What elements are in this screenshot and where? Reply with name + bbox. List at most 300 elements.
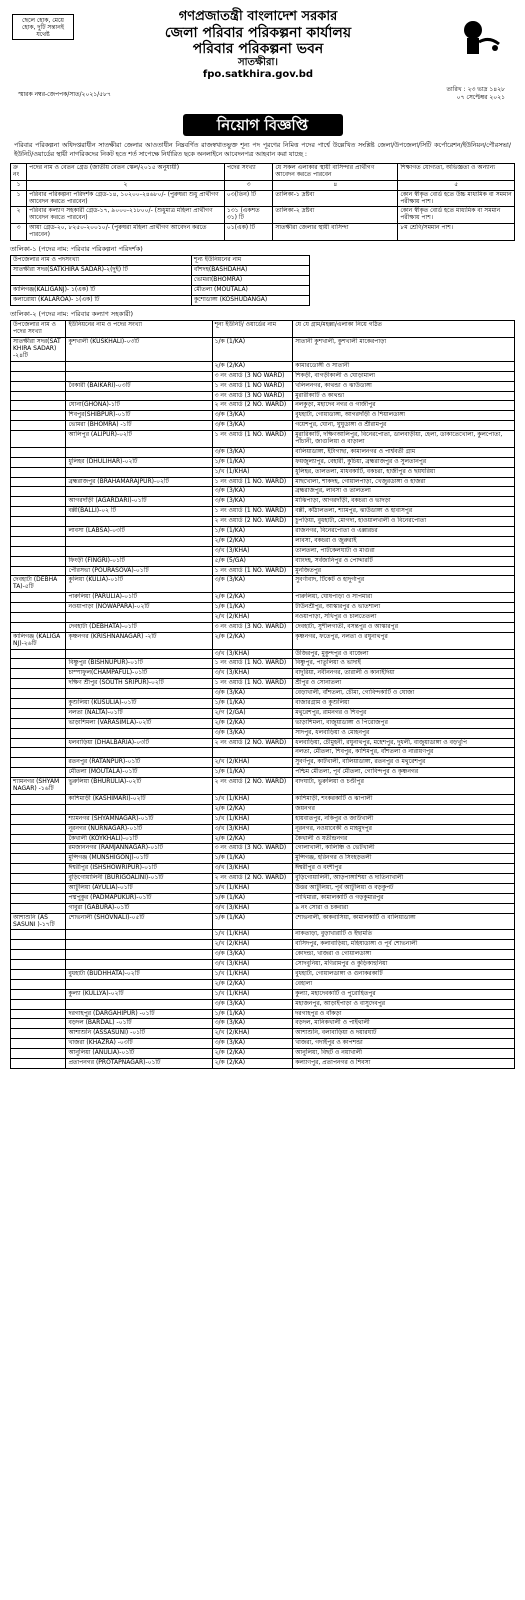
union-cell: ঘোনা(GHONA)-১টি bbox=[66, 401, 212, 411]
column-number: ২ bbox=[27, 180, 225, 190]
unit-cell: ৩/ক (3/KA) bbox=[212, 487, 293, 497]
villages-cell: আনুলিয়া, বিছট ও নয়াখালী bbox=[293, 1049, 515, 1059]
union-cell: কুশখালী (KUSKHALI)-০৩টি bbox=[66, 338, 212, 362]
column-header: শূন্য ইউনিয়নের নাম bbox=[191, 256, 309, 266]
upazila-cell bbox=[11, 566, 66, 576]
villages-cell: কৃষ্ণনগর, ফতেপুর, নলতা ও রঘুনাথপুর bbox=[293, 632, 515, 649]
table-row bbox=[11, 1019, 515, 1029]
union-cell: মুন্সিগঞ্জ (MUNSHIGONJ)-০১টি bbox=[66, 854, 212, 864]
upazila-cell bbox=[11, 804, 66, 814]
union-cell: কুলিয়া (KULIA)-০১টি bbox=[66, 576, 212, 593]
union-cell: ব্রহ্মরাজপুর (BRAHAMARAJPUR)-০২টি bbox=[66, 477, 212, 487]
table-row bbox=[11, 447, 515, 457]
villages-cell: বাদুরিয়া, নবীননগর, তারালী ও কানাইদিয়া bbox=[293, 669, 515, 679]
villages-cell: মথুরেশপুর, রামনগর ও শিবপুর bbox=[293, 708, 515, 718]
list1-table bbox=[10, 255, 310, 305]
table-row bbox=[11, 391, 515, 401]
union-cell: নওয়াপাড়া (NOWAPARA)-০২টি bbox=[66, 603, 212, 613]
villages-cell: মহাজনপুর, আড়াইপাড়া ও বাসুদেবপুর bbox=[293, 999, 515, 1009]
upazila-cell bbox=[11, 758, 66, 768]
unit-cell: ১/খ (1/KHA) bbox=[212, 969, 293, 979]
villages-cell: উজিরপুর, মুকুন্দপুর ও বাজেলা bbox=[293, 649, 515, 659]
column-header: যে যে গ্রাম/মহল্লা/এলাকা নিয়ে গঠিত bbox=[293, 321, 515, 338]
union-cell: কৃষ্ণনগর (KRISHNANAGAR) -২টি bbox=[66, 632, 212, 649]
union-cell: খাজরা (KHAZRA) -০৩টি bbox=[66, 1039, 212, 1049]
table-row bbox=[11, 566, 515, 576]
column-header: শূন্য ইউনিট/ ওয়ার্ডের নাম bbox=[212, 321, 293, 338]
table-row bbox=[11, 718, 515, 728]
upazila-cell bbox=[11, 834, 66, 844]
upazila-cell bbox=[11, 371, 66, 381]
table-row bbox=[11, 824, 515, 834]
union-cell bbox=[66, 960, 212, 970]
upazila-cell bbox=[11, 447, 66, 457]
table-row bbox=[11, 738, 515, 748]
upazila-cell bbox=[11, 864, 66, 874]
union-cell bbox=[66, 979, 212, 989]
table-row bbox=[11, 613, 515, 623]
villages-cell: তালতলা, পাটকেলঘাটা ও মাগুরা bbox=[293, 546, 515, 556]
upazila-cell bbox=[11, 517, 66, 527]
villages-cell: ভাড়াশিমলা, বাজুয়াডাঙ্গা ও পিরোজপুর bbox=[293, 718, 515, 728]
upazila-cell bbox=[11, 854, 66, 864]
villages-cell: নূরনগর, নওয়াবেকী ও মাহমুদপুর bbox=[293, 824, 515, 834]
unit-cell: ২/ক (2/KA) bbox=[212, 1058, 293, 1068]
unit-cell: ২/ক (2/KA) bbox=[212, 593, 293, 603]
upazila-cell bbox=[11, 728, 66, 738]
table-row bbox=[11, 603, 515, 613]
union-cell: আনুলিয়া (ANULIA)-০১টি bbox=[66, 1049, 212, 1059]
unit-cell: ২/গ (2/GA) bbox=[212, 708, 293, 718]
table-row bbox=[11, 421, 515, 431]
villages-cell: শ্রীপুর ও সোনাতলা bbox=[293, 679, 515, 689]
table-row bbox=[11, 748, 515, 758]
column-number: ৩ bbox=[224, 180, 272, 190]
upazila-cell bbox=[11, 401, 66, 411]
union-cell: বল্লী(BALLI)-০২ টি bbox=[66, 507, 212, 517]
union-cell: রমজাননগর (RAMJANNAGAR)-০১টি bbox=[66, 844, 212, 854]
union-cell: ফিংড়ী (FINGRI)-০১টি bbox=[66, 556, 212, 566]
upazila-cell bbox=[11, 593, 66, 603]
letterhead bbox=[8, 6, 517, 114]
table-row bbox=[11, 893, 515, 903]
union-cell: বিষ্ণুপুর (BISHNUPUR)-০১টি bbox=[66, 659, 212, 669]
union-cell bbox=[66, 930, 212, 940]
villages-cell: সোদবুনিয়া, মণিরামপুর ও কুড়িকাহুনিয়া bbox=[293, 960, 515, 970]
upazila-cell bbox=[11, 979, 66, 989]
unit-cell: ২/খ (2/KHA) bbox=[212, 1029, 293, 1039]
list1-header-row bbox=[11, 256, 310, 266]
unit-cell: ১/ক (1/KA) bbox=[212, 913, 293, 930]
unit-cell: ৩/খ (3/KHA) bbox=[212, 864, 293, 874]
eligible-area: তালিকা-১ দ্রষ্টব্য bbox=[273, 190, 398, 207]
intro-paragraph: পরিবার পরিকল্পনা অধিদপ্তরাধীন সাতক্ষীরা জেলার আওতাধীন নিম্নবর্ণিত রাজস্বখাতভুক্ত শূন্য পদ পূরণের নিমিত্ত পদের পার্শ্বে উল্লেখিত সংশ্লিষ্ট জেলা/উপজেলা/সিটি কর্পোরেশন/ইউনিয়ন/পৌরসভা/ইউনিট/ওয়ার্ডের স্থায়ী নাগরিকদের নিকট হতে শর্ত সাপেক্ষে নির্ধারিত ছকে অনলাইনে আবেদনপত্র আহবান করা যাচ্ছে : bbox=[14, 142, 511, 158]
upazila-cell bbox=[11, 969, 66, 979]
villages-cell: বুধহাটা, গোয়াডাঙ্গা, আগরদাঁড়ী ও শিয়ালডাঙ্গা bbox=[293, 411, 515, 421]
unit-cell: ২ নং ওয়ার্ড (2 NO. WARD) bbox=[212, 738, 293, 748]
unit-cell: ৩/ক (3/KA) bbox=[212, 689, 293, 699]
posts-header-row bbox=[11, 164, 515, 181]
serial-number: ২ bbox=[11, 207, 27, 224]
table-row bbox=[11, 632, 515, 649]
unit-cell: ২/ক (2/KA) bbox=[212, 632, 293, 649]
upazila-cell bbox=[11, 457, 66, 467]
date-gregorian: ০৭ সেপ্টেম্বর ২০২১ bbox=[456, 93, 505, 101]
unit-cell: ২/ক (2/KA) bbox=[212, 1049, 293, 1059]
upazila-cell bbox=[11, 536, 66, 546]
unit-cell: ২/খ (2/KHA) bbox=[212, 940, 293, 950]
unit-cell: ২/ক (2/KA) bbox=[212, 718, 293, 728]
qualification: ৮ম শ্রেণি/সমমান পাশ। bbox=[398, 224, 515, 241]
unit-cell: ৩ নং ওয়ার্ড (3 NO. WARD) bbox=[212, 622, 293, 632]
villages-cell: বাজারগ্রাম ও কুশুলিয়া bbox=[293, 699, 515, 709]
table-row bbox=[11, 768, 515, 778]
table-row bbox=[11, 622, 515, 632]
upazila-cell bbox=[11, 679, 66, 689]
upazila-cell bbox=[11, 361, 66, 371]
list2-header-row bbox=[11, 321, 515, 338]
unit-cell: ৩/খ (3/KHA) bbox=[212, 960, 293, 970]
table-row bbox=[11, 864, 515, 874]
upazila-cell bbox=[11, 507, 66, 517]
table-row bbox=[11, 286, 310, 296]
table-row bbox=[11, 467, 515, 477]
upazila-cell bbox=[11, 999, 66, 1009]
unit-cell: ১ নং ওয়ার্ড (1 NO. WARD) bbox=[212, 431, 293, 448]
union-cell: বাঁশদহ(BASHDAHA) bbox=[191, 266, 309, 276]
upazila-cell: শ্যামনগর (SHYAM NAGAR) -১৬টি bbox=[11, 778, 66, 795]
upazila-cell bbox=[11, 768, 66, 778]
table-row bbox=[11, 1049, 515, 1059]
union-cell bbox=[66, 517, 212, 527]
union-cell: ভাড়াশিমলা (VARASIMLA)-০২টি bbox=[66, 718, 212, 728]
table-row bbox=[11, 1029, 515, 1039]
union-cell: দরগাহপুর (DARGAHIPUR) -০১টি bbox=[66, 1009, 212, 1019]
unit-cell: ২/ক (2/KA) bbox=[212, 361, 293, 371]
union-cell bbox=[66, 361, 212, 371]
villages-cell: নাকতাড়া, বুড়াখারাটি ও ইছামতি bbox=[293, 930, 515, 940]
upazila-cell bbox=[11, 477, 66, 487]
union-cell: পৌরসভা (POURASOVA)-০১টি bbox=[66, 566, 212, 576]
table-row bbox=[11, 794, 515, 804]
union-cell: কাশিমাড়ী (KASHIMARI)-০২টি bbox=[66, 794, 212, 804]
table-row bbox=[11, 804, 515, 814]
unit-cell: ১/ক (1/KA) bbox=[212, 1009, 293, 1019]
union-cell bbox=[66, 999, 212, 1009]
villages-cell: মুনজিতপুর bbox=[293, 566, 515, 576]
table-row bbox=[11, 989, 515, 999]
villages-cell: হায়বাতপুর, নকিপুর ও জাউখালী bbox=[293, 814, 515, 824]
villages-cell: মুন্সিগঞ্জ, হরিনগর ও সিংহড়তলী bbox=[293, 854, 515, 864]
unit-cell: ৩/ক (3/KA) bbox=[212, 421, 293, 431]
union-cell: লাবসা (LABSA)-০৩টি bbox=[66, 527, 212, 537]
union-cell: কুশুলিয়া (KUSULIA)-০১টি bbox=[66, 699, 212, 709]
table-row bbox=[11, 266, 310, 276]
union-cell bbox=[66, 467, 212, 477]
qualification: কোন স্বীকৃত বোর্ড হতে উচ্চ মাধ্যমিক বা সমমান পরীক্ষায় পাশ। bbox=[398, 190, 515, 207]
union-cell bbox=[66, 950, 212, 960]
table-row bbox=[11, 999, 515, 1009]
list1-caption: তালিকা-১ (পদের নাম: পরিবার পরিকল্পনা পরিদর্শক) bbox=[10, 245, 143, 254]
villages-cell: উত্তর আটুলিয়া, পূর্ব আটুলিয়া ও বড়কুপট bbox=[293, 883, 515, 893]
upazila-cell bbox=[11, 738, 66, 748]
villages-cell: খাজরা, গদাইপুর ও কাপশন্ডা bbox=[293, 1039, 515, 1049]
unit-cell: ১/ক (1/KA) bbox=[212, 338, 293, 362]
unit-cell: ২/খ (2/KHA) bbox=[212, 758, 293, 768]
upazila-cell bbox=[11, 497, 66, 507]
unit-cell: ১ নং ওয়ার্ড (1 NO. WARD) bbox=[212, 566, 293, 576]
union-cell: চাম্পাফুল(CHAMPAFUL)-০১টি bbox=[66, 669, 212, 679]
villages-cell: নলতা, মৌতলা, শিবপুর, কাশিমপুর, বাঁশতলা ও নারায়ণপুর bbox=[293, 748, 515, 758]
table-row bbox=[11, 844, 515, 854]
slogan-box: ছেলে হোক, মেয়ে হোক, দুটি সন্তানই যথেষ্ট bbox=[12, 14, 74, 40]
villages-cell: বল্লী, কাঁঠালতলা, শ্যামপুর, ঝাউডাঙ্গা ও হাবাসপুর bbox=[293, 507, 515, 517]
villages-cell: কৈখালী ও যতীন্দ্রনগর bbox=[293, 834, 515, 844]
upazila-cell bbox=[11, 824, 66, 834]
qualification: কোন স্বীকৃত বোর্ড হতে মাধ্যমিক বা সমমান পরীক্ষায় পাশ। bbox=[398, 207, 515, 224]
union-cell: শ্যামনগর (SHYAMNAGAR)-০১টি bbox=[66, 814, 212, 824]
table-row bbox=[11, 556, 515, 566]
union-cell: আগরদাঁড়ী (AGARDARI)-০১টি bbox=[66, 497, 212, 507]
upazila-cell bbox=[11, 940, 66, 950]
upazila-cell: কলারোয়া (KALAROA)- ১(এক) টি bbox=[11, 296, 192, 306]
unit-cell: ৩ নং ওয়ার্ড (3 NO WARD) bbox=[212, 391, 293, 401]
table-row bbox=[11, 224, 515, 241]
villages-cell: জয়নগর bbox=[293, 804, 515, 814]
table-row bbox=[11, 854, 515, 864]
table-row bbox=[11, 371, 515, 381]
table-row bbox=[11, 497, 515, 507]
union-cell: ঈশ্বরীপুর (ISHSHOWRIPUR)-০১টি bbox=[66, 864, 212, 874]
union-cell bbox=[66, 804, 212, 814]
unit-cell: ১/খ (1/KHA) bbox=[212, 814, 293, 824]
upazila-cell bbox=[11, 411, 66, 421]
column-header: উপজেলার নাম ও পদের সংখ্যা bbox=[11, 321, 66, 338]
table-row bbox=[11, 593, 515, 603]
table-row bbox=[11, 1009, 515, 1019]
district-title: সাতক্ষীরা। bbox=[238, 57, 278, 69]
unit-cell: ৩/ক (3/KA) bbox=[212, 1019, 293, 1029]
upazila-cell bbox=[11, 930, 66, 940]
unit-cell: ১ নং ওয়ার্ড (1 NO. WARD) bbox=[212, 477, 293, 487]
unit-cell: ৩/ক (3/KA) bbox=[212, 950, 293, 960]
villages-cell: বেহালা bbox=[293, 979, 515, 989]
upazila-cell bbox=[11, 546, 66, 556]
table-row bbox=[11, 296, 310, 306]
unit-cell: ৩/ক (3/KA) bbox=[212, 999, 293, 1009]
upazila-cell bbox=[11, 748, 66, 758]
table-row bbox=[11, 649, 515, 659]
table-row bbox=[11, 207, 515, 224]
unit-cell: ২ নং ওয়ার্ড (2 NO. WARD) bbox=[212, 401, 293, 411]
villages-cell: মাঝিপাড়া, আগরদাঁড়ী, বকচরা ও ভাদড়া bbox=[293, 497, 515, 507]
villages-cell: ফয়জুল্যাপুর, বেহারী, কুচিয়া, ব্রহ্মরাজপুর ও সুলতানপুর bbox=[293, 457, 515, 467]
date-bangla: ২৩ ভাদ্র ১৪২৮ bbox=[467, 86, 505, 93]
union-cell: ধলবাড়িয়া (DHALBARIA)-০৩টি bbox=[66, 738, 212, 748]
table-row bbox=[11, 979, 515, 989]
union-cell bbox=[66, 487, 212, 497]
union-cell: মৌতলা (MOUTALA)-০১টি bbox=[66, 768, 212, 778]
villages-cell: পারুলিয়া, ঘোষপাড়া ও সাপমারা bbox=[293, 593, 515, 603]
column-number: ৫ bbox=[398, 180, 515, 190]
upazila-cell bbox=[11, 381, 66, 391]
villages-cell: কামারডোঙ্গী ও সাতানী bbox=[293, 361, 515, 371]
union-cell: শোভনালী (SHOVNALI)-০৫টি bbox=[66, 913, 212, 930]
post-name: পরিবার পরিকল্পনা পরিদর্শক গ্রেড-১৪, ১০২০০-২৪৬৮০/- (পুরুষরা শুধু প্রার্থীগণ আবেদন করতে পারবেন) bbox=[27, 190, 225, 207]
upazila-cell bbox=[11, 1029, 66, 1039]
unit-cell: ৩/ক (3/KA) bbox=[212, 1039, 293, 1049]
unit-cell: ২/ক (2/KA) bbox=[212, 536, 293, 546]
column-header: যে সকল এলাকার স্থায়ী বাসিন্দার প্রার্থীগণ আবেদন করতে পারবেন bbox=[273, 164, 398, 181]
building-title: পরিবার পরিকল্পনা ভবন bbox=[192, 41, 324, 58]
unit-cell: ৩/খ (3/KHA) bbox=[212, 546, 293, 556]
union-cell bbox=[66, 447, 212, 457]
upazila-cell bbox=[11, 883, 66, 893]
villages-cell: শোভনালী, কাকবাসিয়া, কামালকাটি ও বালিয়াডাঙ্গা bbox=[293, 913, 515, 930]
unit-cell: ২ নং ওয়ার্ড (2 NO. WARD) bbox=[212, 874, 293, 884]
villages-cell: শিকড়ী, বাগড়ীকালী ও ঘোড়ামালা bbox=[293, 371, 515, 381]
upazila-cell bbox=[11, 613, 66, 623]
upazila-cell bbox=[11, 527, 66, 537]
government-title: গণপ্রজাতন্ত্রী বাংলাদেশ সরকার bbox=[178, 9, 338, 24]
upazila-cell: আশাশুনি (AS SASUNI )-১৭টি bbox=[11, 913, 66, 930]
upazila-cell bbox=[11, 603, 66, 613]
unit-cell: ১/ক (1/KA) bbox=[212, 699, 293, 709]
table-row bbox=[11, 728, 515, 738]
list2-caption: তালিকা-২ (পদের নাম: পরিবার কল্যাণ সহকারী) bbox=[10, 309, 134, 318]
column-number: ৪ bbox=[273, 180, 398, 190]
upazila-cell: সাতক্ষীরা সদর(SATKHIRA SADAR)-২(দুই) টি bbox=[11, 266, 192, 276]
villages-cell: পশ্চিম মৌতলা, পূর্ব মৌতলা, গোবিন্দপুর ও কৃষ্ণনগর bbox=[293, 768, 515, 778]
unit-cell: ১/খ (1/KHA) bbox=[212, 883, 293, 893]
upazila-cell bbox=[11, 814, 66, 824]
upazila-cell bbox=[11, 893, 66, 903]
union-cell: কুশোডাঙ্গা (KOSHUDANGA) bbox=[191, 296, 309, 306]
table-row bbox=[11, 659, 515, 669]
union-cell: কুল্যা (KULLYA)-০২টি bbox=[66, 989, 212, 999]
union-cell: বুধহাটা (BUDHHATA)-০২টি bbox=[66, 969, 212, 979]
unit-cell: ২/ক (2/KA) bbox=[212, 804, 293, 814]
unit-cell: ৩/খ (3/KHA) bbox=[212, 903, 293, 913]
villages-cell: মুরারীকাটি ও কাথন্ডা bbox=[293, 391, 515, 401]
table-row bbox=[11, 874, 515, 884]
table-row bbox=[11, 679, 515, 689]
table-row bbox=[11, 431, 515, 448]
union-cell: ভোমরা(BHOMRA) bbox=[191, 276, 309, 286]
unit-cell: ১/খ (1/KHA) bbox=[212, 989, 293, 999]
table-row bbox=[11, 276, 310, 286]
table-row bbox=[11, 546, 515, 556]
posts-number-row bbox=[11, 180, 515, 190]
table-row bbox=[11, 487, 515, 497]
villages-cell: লাবসা, বকচরা ও জুরুরাই bbox=[293, 536, 515, 546]
post-name: আয়া গ্রেড-২০, ৮২৫০-২০০১০/- (পুরুষরা মহিলা প্রার্থীগণ আবেদন করতে পারবেন) bbox=[27, 224, 225, 241]
table-row bbox=[11, 940, 515, 950]
table-row bbox=[11, 834, 515, 844]
villages-cell: নলকুড়া, মহাদেব নগর ও গাজীপুর bbox=[293, 401, 515, 411]
unit-cell: ২ নং ওয়ার্ড (2 NO. WARD) bbox=[212, 778, 293, 795]
villages-cell: মুরারিকাটি, দক্ষিণআলিপুর, বিনেরপোতা, ডালবাড়ীয়া, হেলা, ডাকাতেখোলা, কুলপোতা, পাঁচানী, জাগুলিয়া ও বাড়ালা bbox=[293, 431, 515, 448]
notice-banner: নিয়োগ বিজ্ঞপ্তি bbox=[183, 114, 343, 136]
upazila-cell bbox=[11, 699, 66, 709]
villages-cell: কুল্যা, মহাদেবকাটি ও পুরোহিতপুর bbox=[293, 989, 515, 999]
upazila-cell bbox=[11, 659, 66, 669]
unit-cell: ৩/ক (3/KA) bbox=[212, 728, 293, 738]
upazila-cell bbox=[11, 391, 66, 401]
eligible-area: সাতক্ষীরা জেলার স্থায়ী বাসিন্দা bbox=[273, 224, 398, 241]
union-cell: বুড়িগোয়ালিনী (BURIGOALINI)-০১টি bbox=[66, 874, 212, 884]
upazila-cell bbox=[11, 689, 66, 699]
upazila-cell bbox=[11, 874, 66, 884]
villages-cell: নওয়াপাড়া, সখিপুর ও চালতেতলা bbox=[293, 613, 515, 623]
unit-cell: ১/খ (1/KHA) bbox=[212, 794, 293, 804]
upazila-cell bbox=[11, 708, 66, 718]
upazila-cell bbox=[11, 794, 66, 804]
unit-cell: ১/খ (1/KHA) bbox=[212, 467, 293, 477]
union-cell: গাবুরা (GABURA)-০১টি bbox=[66, 903, 212, 913]
unit-cell: ৩/ক (3/KA) bbox=[212, 497, 293, 507]
villages-cell: রাজনগর, বিনেরপোতা ও এল্লারচর bbox=[293, 527, 515, 537]
villages-cell: চুপড়িয়া, বুধহাটা, মোগদা, হাওয়ালখালী ও বিনেরপোতা bbox=[293, 517, 515, 527]
unit-cell: ১/ক (1/KA) bbox=[212, 527, 293, 537]
villages-cell: কাশিমাড়ী, শংকরকাটি ও ঝাপালী bbox=[293, 794, 515, 804]
unit-cell: ৩/ক (3/KA) bbox=[212, 576, 293, 593]
unit-cell: ১/ক (1/KA) bbox=[212, 893, 293, 903]
villages-cell: সাতানী কুশখালী, কুশখালী মাকেরপাড়া bbox=[293, 338, 515, 362]
union-cell: আলিপুর (ALIPUR)-০২টি bbox=[66, 431, 212, 448]
post-name: পরিবার কল্যাণ সহকারী গ্রেড-১৭, ৯০০০-২১৮০০/- (শুধুমাত্র মহিলা প্রার্থীগণ আবেদন করতে পারবেন) bbox=[27, 207, 225, 224]
union-cell bbox=[66, 748, 212, 758]
union-cell: আটুলিয়া (AYULIA)-০১টি bbox=[66, 883, 212, 893]
union-cell: কৈখালী (KOYKHALI)-০১টি bbox=[66, 834, 212, 844]
upazila-cell bbox=[11, 1058, 66, 1068]
table-row bbox=[11, 778, 515, 795]
upazila-cell bbox=[11, 1019, 66, 1029]
villages-cell: বুড়িগোয়ালিনী, আড়পাঙ্গাশিয়া ও দাতিনাখালী bbox=[293, 874, 515, 884]
upazila-cell bbox=[11, 903, 66, 913]
upazila-cell bbox=[11, 718, 66, 728]
union-cell: দেবহাটা (DEBHATA)-০১টি bbox=[66, 622, 212, 632]
table-row bbox=[11, 401, 515, 411]
upazila-cell bbox=[11, 622, 66, 632]
union-cell: পদ্মপুকুর (PADMAPUKUR)-০১টি bbox=[66, 893, 212, 903]
table-row bbox=[11, 708, 515, 718]
upazila-cell bbox=[11, 1039, 66, 1049]
website-link[interactable]: fpo.satkhira.gov.bd bbox=[202, 68, 314, 80]
union-cell: ধুলিহর (DHULIHAR)-০২টি bbox=[66, 457, 212, 467]
villages-cell: বাদঘাটা, ভুরুলিয়া ও চণ্ডীপুর bbox=[293, 778, 515, 795]
table-row bbox=[11, 1039, 515, 1049]
serial-number: ১ bbox=[11, 190, 27, 207]
column-header: পদের নাম ও বেতন গ্রেড (জাতীয় বেতন স্কেল/২০১৫ অনুযায়ী) bbox=[27, 164, 225, 181]
unit-cell: ৩/খ (3/KHA) bbox=[212, 649, 293, 659]
table-row bbox=[11, 536, 515, 546]
column-header: উপজেলার নাম ও পদসংখ্যা bbox=[11, 256, 192, 266]
union-cell bbox=[66, 546, 212, 556]
union-cell: ভুরুলিয়া (BHURULIA)-০২টি bbox=[66, 778, 212, 795]
table-row bbox=[11, 960, 515, 970]
table-row bbox=[11, 411, 515, 421]
unit-cell: ১ নং ওয়ার্ড (1 NO. WARD) bbox=[212, 507, 293, 517]
villages-cell: কোদন্ডা, খাজরা ও গোয়ালডাঙ্গা bbox=[293, 950, 515, 960]
unit-cell: ১/ক (1/KA) bbox=[212, 768, 293, 778]
table-row bbox=[11, 338, 515, 362]
villages-cell: ব্রহ্মরাজপুর, লাবসা ও তালতলা bbox=[293, 487, 515, 497]
unit-cell: ২/ক (2/KA) bbox=[212, 979, 293, 989]
union-cell: নূরনগর (NURNAGAR)-০১টি bbox=[66, 824, 212, 834]
column-number: ১ bbox=[11, 180, 27, 190]
unit-cell: ৩ নং ওয়ার্ড (3 NO WARD) bbox=[212, 371, 293, 381]
